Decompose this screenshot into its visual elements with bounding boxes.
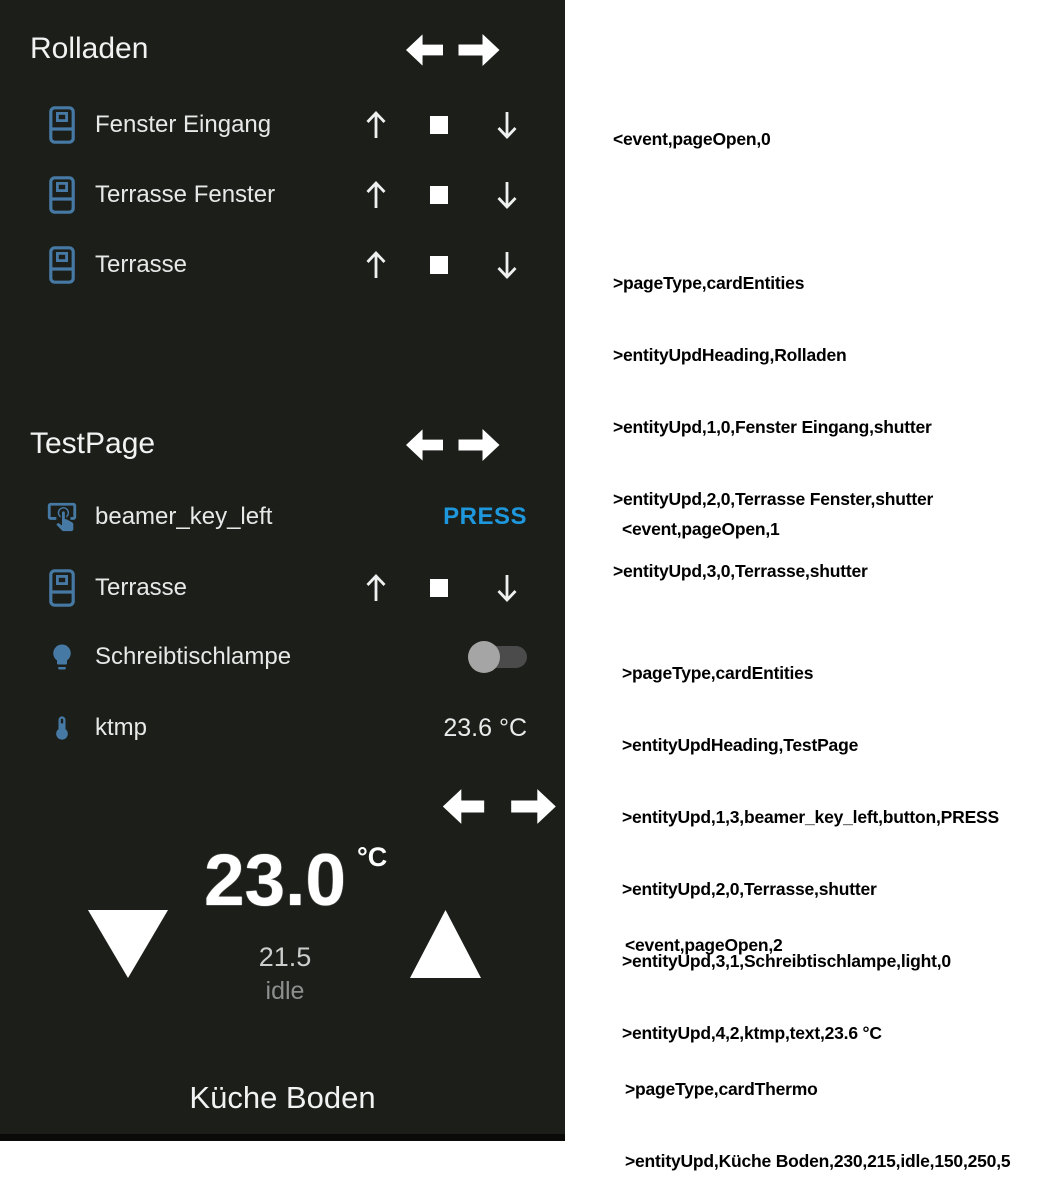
- shutter-up-button[interactable]: [358, 566, 394, 610]
- log-line: >entityUpdHeading,Rolladen: [613, 345, 847, 365]
- window-shutter-icon: [40, 566, 84, 610]
- log-line: >entityUpd,3,0,Terrasse,shutter: [613, 561, 868, 581]
- log-line: >pageType,cardThermo: [625, 1079, 818, 1099]
- window-shutter-icon: [40, 103, 84, 147]
- arrow-right-icon: [510, 788, 557, 825]
- stop-icon: [430, 579, 448, 597]
- log-event-line: <event,pageOpen,2: [625, 935, 783, 955]
- entity-row: [0, 495, 565, 539]
- shutter-down-button[interactable]: [489, 173, 525, 217]
- log-line: >entityUpd,3,1,Schreibtischlampe,light,0: [622, 951, 951, 971]
- arrow-left-icon: [406, 428, 443, 462]
- stop-icon: [430, 256, 448, 274]
- temp-decrease-button[interactable]: [88, 910, 168, 978]
- card3-next-page-button[interactable]: [510, 788, 557, 825]
- target-temperature: 21.5: [258, 942, 312, 972]
- log-spacer: [613, 199, 933, 223]
- thermostat-title: Küche Boden: [189, 1080, 376, 1115]
- temp-increase-button[interactable]: [410, 910, 481, 978]
- card1-next-page-button[interactable]: [458, 33, 500, 67]
- log-line: >pageType,cardEntities: [622, 663, 814, 683]
- log-line: >entityUpd,Küche Boden,230,215,idle,150,250,5: [625, 1151, 1011, 1171]
- entity-row: [0, 173, 565, 217]
- entity-row: [0, 635, 565, 679]
- arrow-right-icon: [458, 428, 500, 462]
- temperature-unit: °C: [357, 842, 388, 872]
- log-spacer: [625, 1005, 1010, 1029]
- temperature-value: 23.6 °C: [443, 714, 527, 742]
- shutter-stop-button[interactable]: [421, 173, 457, 217]
- shutter-stop-button[interactable]: [421, 566, 457, 610]
- card2-prev-page-button[interactable]: [406, 428, 443, 462]
- stop-icon: [430, 116, 448, 134]
- light-toggle-switch[interactable]: [470, 646, 527, 668]
- triangle-up-icon: [410, 910, 481, 978]
- shutter-down-button[interactable]: [489, 103, 525, 147]
- entity-row: [0, 243, 565, 287]
- card1-title: Rolladen: [30, 32, 149, 65]
- shutter-stop-button[interactable]: [421, 103, 457, 147]
- log-event-line: <event,pageOpen,1: [622, 519, 780, 539]
- entity-label: Terrasse: [95, 574, 188, 601]
- stop-icon: [430, 186, 448, 204]
- entity-label: ktmp: [95, 714, 148, 741]
- window-shutter-icon: [40, 243, 84, 287]
- entity-label: Fenster Eingang: [95, 111, 272, 138]
- shutter-stop-button[interactable]: [421, 243, 457, 287]
- toggle-knob: [468, 641, 500, 673]
- entity-row: [0, 706, 565, 750]
- card2-title: TestPage: [30, 427, 156, 460]
- log-line: >entityUpd,4,2,ktmp,text,23.6 °C: [622, 1023, 882, 1043]
- entity-label: Terrasse Fenster: [95, 181, 276, 208]
- window-shutter-icon: [40, 173, 84, 217]
- card3-prev-page-button[interactable]: [440, 788, 487, 825]
- log-line: >pageType,cardEntities: [613, 273, 805, 293]
- log-line: >entityUpdHeading,TestPage: [622, 735, 859, 755]
- entity-label: Schreibtischlampe: [95, 643, 292, 670]
- log-line: >entityUpd,1,0,Fenster Eingang,shutter: [613, 417, 932, 437]
- shutter-up-button[interactable]: [358, 173, 394, 217]
- card2-next-page-button[interactable]: [458, 428, 500, 462]
- log-block-page2: [625, 885, 1010, 1197]
- press-button[interactable]: PRESS: [443, 503, 527, 530]
- shutter-up-button[interactable]: [358, 243, 394, 287]
- entity-row: [0, 566, 565, 610]
- panel-bottom-edge: [0, 1134, 565, 1141]
- log-line: >entityUpd,2,0,Terrasse,shutter: [622, 879, 877, 899]
- shutter-down-button[interactable]: [489, 566, 525, 610]
- shutter-up-button[interactable]: [358, 103, 394, 147]
- log-line: >entityUpd,2,0,Terrasse Fenster,shutter: [613, 489, 934, 509]
- arrow-left-icon: [406, 33, 443, 67]
- lightbulb-icon: [40, 635, 84, 679]
- thermometer-icon: [40, 706, 84, 750]
- triangle-down-icon: [88, 910, 168, 978]
- entity-label: beamer_key_left: [95, 503, 273, 530]
- thermostat-state: idle: [265, 977, 305, 1005]
- entity-row: [0, 103, 565, 147]
- log-line: >entityUpd,1,3,beamer_key_left,button,PRESS: [622, 807, 999, 827]
- arrow-right-icon: [458, 33, 500, 67]
- shutter-down-button[interactable]: [489, 243, 525, 287]
- entity-label: Terrasse: [95, 251, 188, 278]
- log-spacer: [622, 589, 999, 613]
- current-temperature: 23.0: [203, 840, 347, 921]
- card1-prev-page-button[interactable]: [406, 33, 443, 67]
- gesture-tap-button-icon: [40, 495, 84, 539]
- arrow-left-icon: [440, 788, 487, 825]
- log-event-line: <event,pageOpen,0: [613, 129, 771, 149]
